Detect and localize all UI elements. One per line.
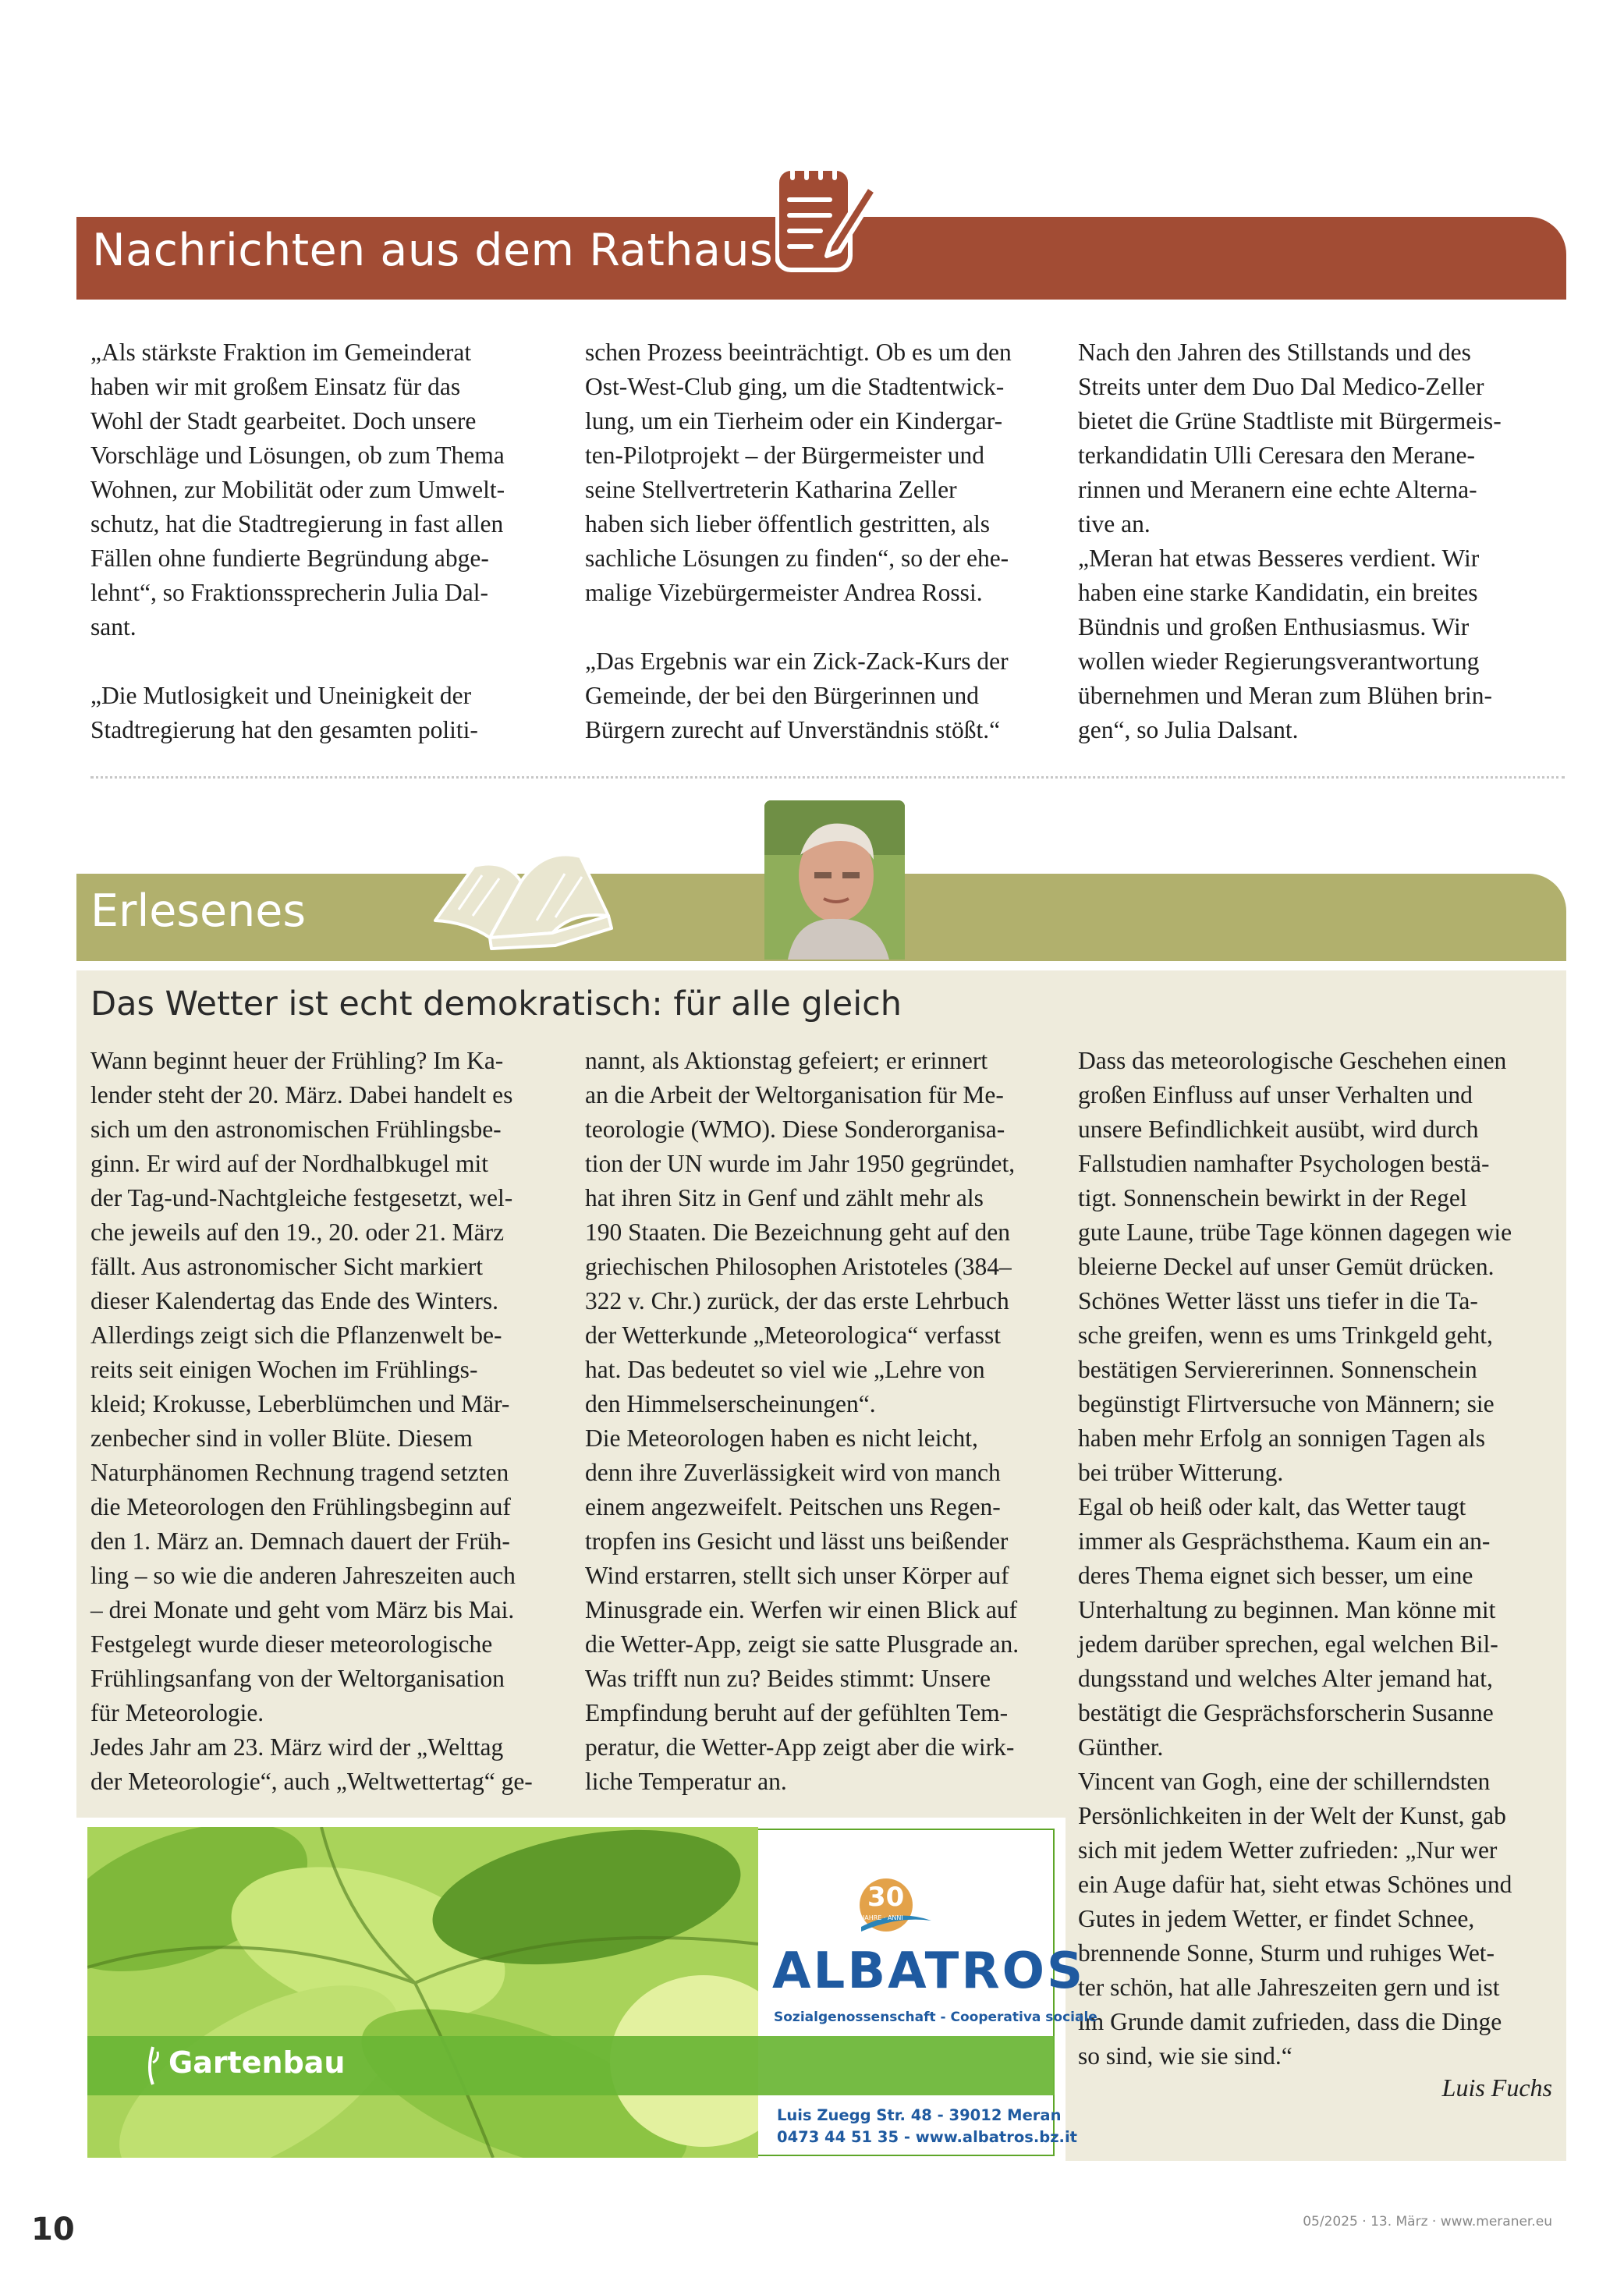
page-number: 10 <box>31 2212 75 2247</box>
article-column-1: Wann beginnt heuer der Frühling? Im Ka- lender steht der 20. März. Dabei handelt es sich um den astronomischen Frühlingsbe- ginn. Er wird auf der Nordhalbkugel mit der Tag-und-Nachtgleiche festgesetzt, wel- che jeweils auf den 19., 20. oder 21. März fällt. Aus astronomischer Sicht markiert dieser Kalendertag das Ende des Winters. Allerdings zeigt sich die Pflanzenwelt be- reits seit einigen Wochen im Frühlings- kleid; Krokusse, Leberblümchen und Mär- zenbecher sind in voller Blüte. Diesem Naturphänomen Rechnung tragend setzten die Meteorologen den Frühlingsbeginn auf den 1. März an. Demnach dauert der Früh- ling – so wie die anderen Jahreszeiten auch – drei Monate und geht vom März bis Mai. Festgelegt wurde dieser meteorologische Frühlingsanfang von der Weltorganisation für Meteorologie. Jedes Jahr am 23. März wird der „Welttag der Meteorologie“, auch „Weltwettertag“ ge- <box>90 1047 533 1795</box>
leaves-photo <box>87 1827 758 2158</box>
rathaus-column-3: Nach den Jahren des Stillstands und des Streits unter dem Duo Dal Medico-Zeller bietet die Grüne Stadtliste mit Bürgermeis- terkandidatin Ulli Ceresara den Merane- rinnen und Meranern eine echte Alterna- tive an. „Meran hat etwas Besseres verdient. Wir haben eine starke Kandidatin, ein breites Bündnis und großen Enthusiasmus. Wir wollen wieder Regierungsverantwortung übernehmen und Meran zum Blühen brin- gen“, so Julia Dalsant. <box>1078 339 1502 743</box>
rathaus-column-2: schen Prozess beeinträchtigt. Ob es um den Ost-West-Club ging, um die Stadtentwick- lung, um ein Tierheim oder ein Kindergar- ten-Pilotprojekt – der Bürgermeister und seine Stellvertreterin Katharina Zeller haben sich lieber öffentlich gestritten, als sachliche Lösungen zu finden“, so der ehe- malige Vizebürgermeister Andrea Rossi. „Das Ergebnis war ein Zick-Zack-Kurs der Gemeinde, der bei den Bürgerinnen und Bürgern zurecht auf Unverständnis stößt.“ <box>585 339 1012 743</box>
erlesenes-title: Erlesenes <box>90 885 307 937</box>
section-divider <box>90 776 1565 779</box>
article-headline: Das Wetter ist echt demokratisch: für alle gleich <box>90 984 902 1023</box>
issue-info: 05/2025 · 13. März · www.meraner.eu <box>1303 2214 1552 2230</box>
article-column-3: Dass das meteorologische Geschehen einen großen Einfluss auf unser Verhalten und unsere Befindlichkeit ausübt, wird durch Fallstudien namhafter Psychologen bestä- tigt. Sonnenschein bewirkt in der Regel gute Laune, trübe Tage können dagegen wie bleierne Deckel auf unser Gemüt drücken. Schönes Wetter lässt uns tiefer in die Ta- sche greifen, wenn es ums Trinkgeld geht, bestätigen Serviererinnen. Sonnenschein begünstigt Flirtversuche von Männern; sie haben mehr Erfolg an sonnigen Tagen als bei trüber Witterung. Egal ob heiß oder kalt, das Wetter taugt immer als Gesprächsthema. Kaum ein an- deres Thema eignet sich besser, um eine Unterhaltung zu beginnen. Man könne mit jedem darüber sprechen, egal welchen Bil- dungsstand und welches Alter jemand hat, bestätigt die Gesprächsforscherin Susanne Günther. Vincent van Gogh, eine der schillerndsten Persönlichkeiten in der Welt der Kunst, gab sich mit jedem Wetter zufrieden: „Nur wer ein Auge dafür hat, sieht etwas Schönes und Gutes in jedem Wetter, er findet Schnee, brennende Sonne, Sturm und ruhiges Wet- ter schön, hat alle Jahreszeiten gern und ist im Grunde damit zufrieden, dass die Dinge so sind, wie sie sind.“ <box>1078 1047 1512 2070</box>
open-book-icon <box>427 835 622 952</box>
rathaus-column-1: „Als stärkste Fraktion im Gemeinderat haben wir mit großem Einsatz für das Wohl der Stadt gearbeitet. Doch unsere Vorschläge und Lösungen, ob zum Thema Wohnen, zur Mobilität oder zum Umwelt- schutz, hat die Stadtregierung in fast allen Fällen ohne fundierte Begründung abge- lehnt“, so Fraktionssprecherin Julia Dal- sant. „Die Mutlosigkeit und Uneinigkeit der Stadtregierung hat den gesamten politi- <box>90 339 505 743</box>
ad-address <box>777 2105 1077 2148</box>
author-portrait <box>764 800 905 960</box>
anniversary-text: JAHRE · ANNI <box>863 1914 903 1921</box>
rathaus-title: Nachrichten aus dem Rathaus <box>92 225 774 276</box>
article-author: Luis Fuchs <box>1441 2073 1552 2102</box>
gartenbau-label: Gartenbau <box>168 2045 346 2080</box>
notepad-pencil-icon <box>775 158 881 275</box>
plant-stem-icon <box>144 2045 161 2086</box>
ad-street: Luis Zuegg Str. 48 - 39012 Meran <box>777 2106 1062 2124</box>
article-column-2: nannt, als Aktionstag gefeiert; er erinnert an die Arbeit der Weltorganisation für Me- teorologie (WMO). Diese Sonderorganisa- tion der UN wurde im Jahr 1950 gegründet, hat ihren Sitz in Genf und zählt mehr als 190 Staaten. Die Bezeichnung geht auf den griechischen Philosophen Aristoteles (384– 322 v. Chr.) zurück, der das erste Lehrbuch der Wetterkunde „Meteorologica“ verfasst hat. Das bedeutet so viel wie „Lehre von den Himmelserscheinungen“. Die Meteorologen haben es nicht leicht, denn ihre Zuverlässigkeit wird von manch einem angezweifelt. Peitschen uns Regen- tropfen ins Gesicht und lässt uns beißender Wind erstarren, stellt sich unser Körper auf Minusgrade ein. Werfen wir einen Blick auf die Wetter-App, zeigt sie satte Plusgrade an. Was trifft nun zu? Beides stimmt: Unsere Empfindung beruht auf der gefühlten Tem- peratur, die Wetter-App zeigt aber die wirk- liche Temperatur an. <box>585 1047 1019 1795</box>
albatros-brand: ALBATROS <box>772 1942 1086 2000</box>
anniversary-number: 30 <box>867 1882 905 1913</box>
albatros-subtitle: Sozialgenossenschaft - Cooperativa sociale <box>774 2010 1097 2025</box>
ad-contact: 0473 44 51 35 - www.albatros.bz.it <box>777 2128 1077 2146</box>
